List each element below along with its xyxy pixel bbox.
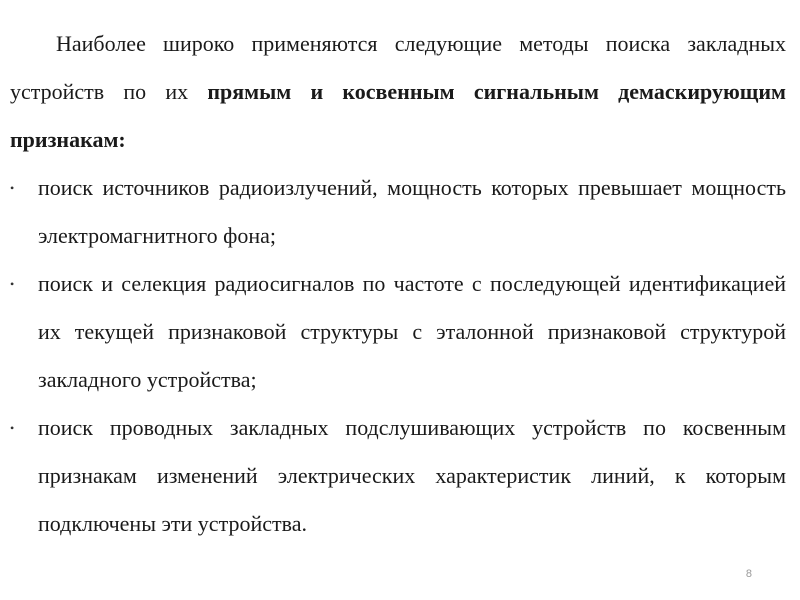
bullet-text: поиск и селекция радиосигналов по частоте с последующей идентификацией их текущей признаковой структуры с эталонной признаковой структурой закладного устройства;	[38, 271, 786, 392]
slide-content	[10, 20, 786, 548]
bullet-icon: •	[10, 181, 15, 195]
bullet-list	[10, 164, 786, 548]
bullet-icon: •	[10, 421, 15, 435]
intro-lead-text: Наиболее широко применяются следующие методы поиска закладных устройств по их	[10, 31, 786, 104]
intro-paragraph	[10, 20, 786, 164]
list-item	[10, 164, 786, 260]
list-item	[10, 404, 786, 548]
list-item	[10, 260, 786, 404]
bullet-text: поиск проводных закладных подслушивающих устройств по косвенным признакам изменений электрических характеристик линий, к которым подключены эти устройства.	[38, 415, 786, 536]
bullet-text: поиск источников радиоизлучений, мощность которых превышает мощность электромагнитного фона;	[38, 175, 786, 248]
bullet-icon: •	[10, 277, 15, 291]
intro-emphasis-text: прямым и косвенным сигнальным демаскирующим признакам:	[10, 79, 787, 152]
page-number: 8	[745, 568, 752, 580]
